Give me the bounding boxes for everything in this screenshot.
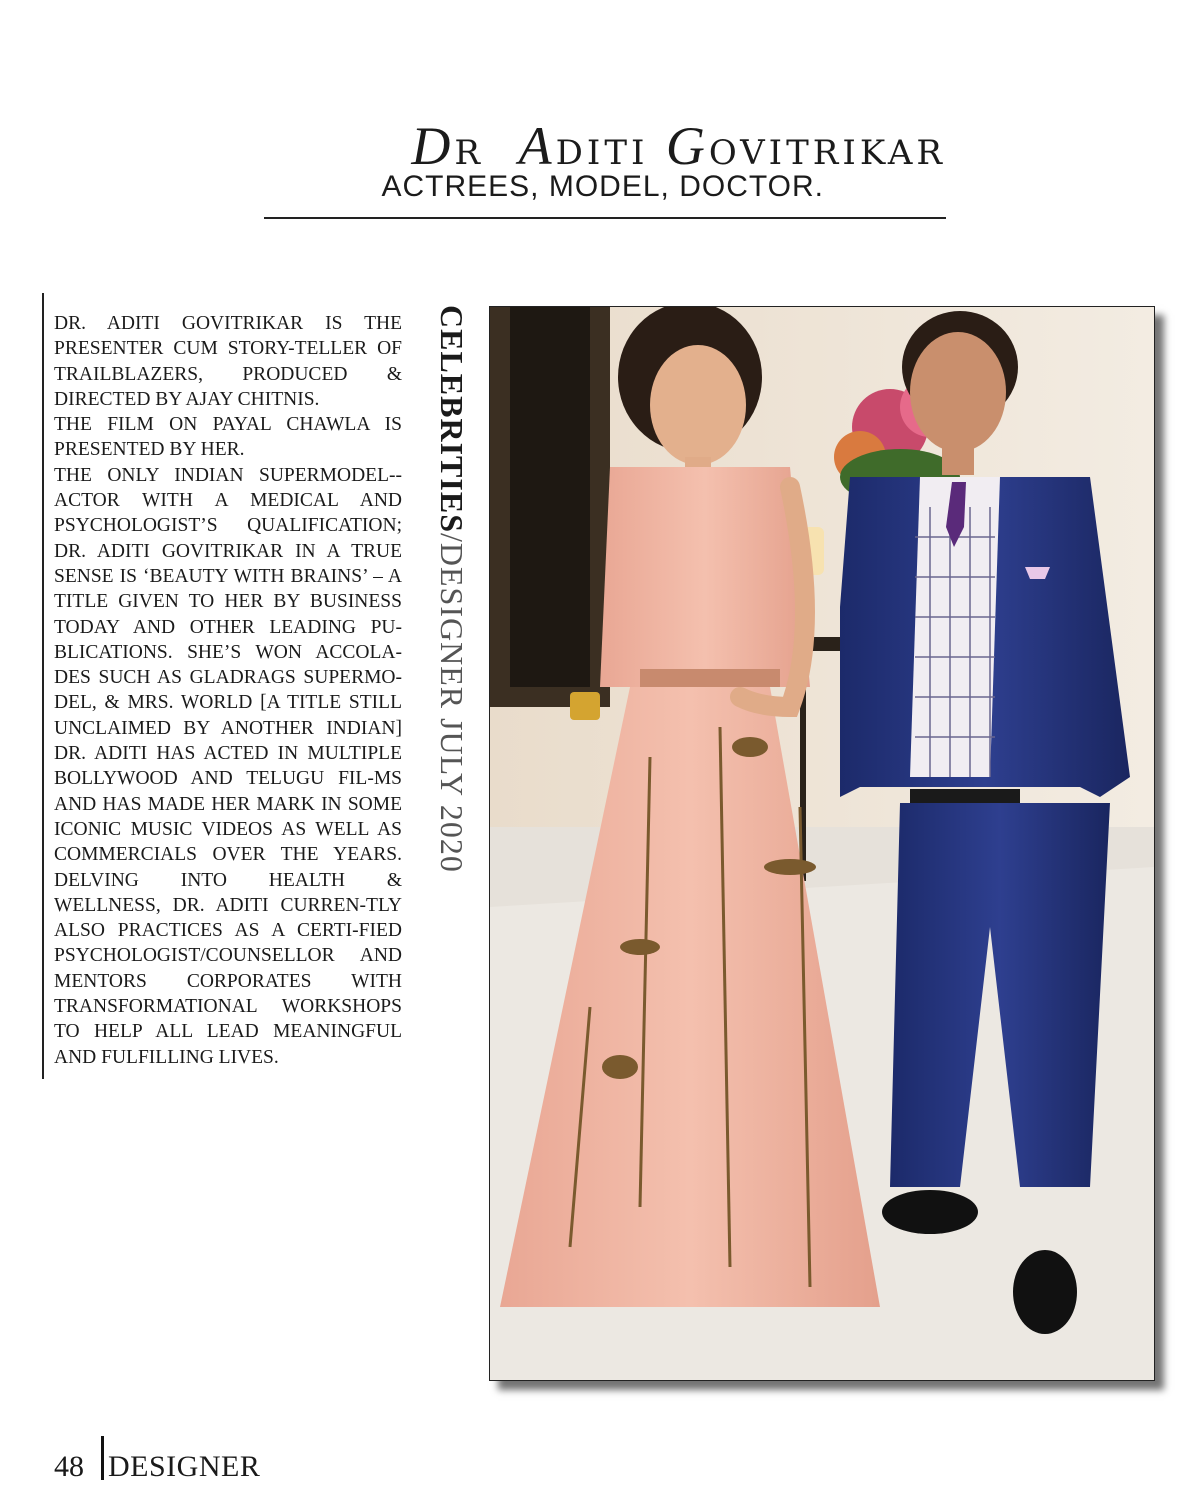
footer-divider (101, 1436, 104, 1480)
name-initial-3: G (665, 116, 709, 176)
article-subtitle: ACTREES, MODEL, DOCTOR. (381, 170, 824, 203)
article-paragraph: DR. ADITI GOVITRIKAR IS THE PRESENTER CUM STORY-TELLER OF TRAILBLAZERS, PRODUCED & DIRECTED BY AJAY CHITNIS. (54, 313, 402, 410)
name-initial-2: A (518, 116, 556, 176)
page-number: 48 (54, 1450, 84, 1483)
column-rule (42, 293, 44, 1079)
section-label-separator: / (434, 532, 470, 543)
name-initial-1: D (411, 116, 455, 176)
article-body (54, 311, 402, 1070)
title-rule (264, 217, 946, 219)
name-rest-2: DITI (555, 133, 649, 173)
article-paragraph: THE FILM ON PAYAL CHAWLA IS PRESENTED BY HER. (54, 414, 402, 461)
photo-illustration (490, 307, 1154, 1380)
name-rest-1: R (454, 133, 484, 173)
section-label (434, 305, 470, 873)
section-label-bold: CELEBRITIES (434, 305, 470, 533)
magazine-name: DESIGNER (108, 1450, 261, 1483)
article-paragraph: THE ONLY INDIAN SUPERMODEL--ACTOR WITH A MEDICAL AND PSYCHOLOGIST’S QUALIFICATION; DR. ADITI GOVITRIKAR IN A TRUE SENSE IS ‘BEAUTY WITH BRAINS’ – A TITLE GIVEN TO HER BY BUSINESS TODAY AND OTHER LEADING PU-BLICATIONS. SHE’S WON ACCOLA-DES SUCH AS GLADRAGS SUPERMO-DEL, & MRS. WORLD [A TITLE STILL UNCLAIMED BY ANOTHER INDIAN] DR. ADITI HAS ACTED IN MULTIPLE BOLLYWOOD AND TELUGU FIL-MS AND HAS MADE HER MARK IN SOME ICONIC MUSIC VIDEOS AS WELL AS COMMERCIALS OVER THE YEARS. DELVING INTO HEALTH & WELLNESS, DR. ADITI CURREN-TLY ALSO PRACTICES AS A CERTI-FIED PSYCHOLOGIST/COUNSELLOR AND MENTORS CORPORATES WITH TRANSFORMATIONAL WORKSHOPS TO HELP ALL LEAD MEANINGFUL AND FULFILLING LIVES. (54, 464, 402, 1068)
section-label-issue: DESIGNER JULY 2020 (434, 542, 470, 873)
celebrity-photo (489, 306, 1155, 1381)
name-rest-3: OVITRIKAR (708, 133, 946, 173)
